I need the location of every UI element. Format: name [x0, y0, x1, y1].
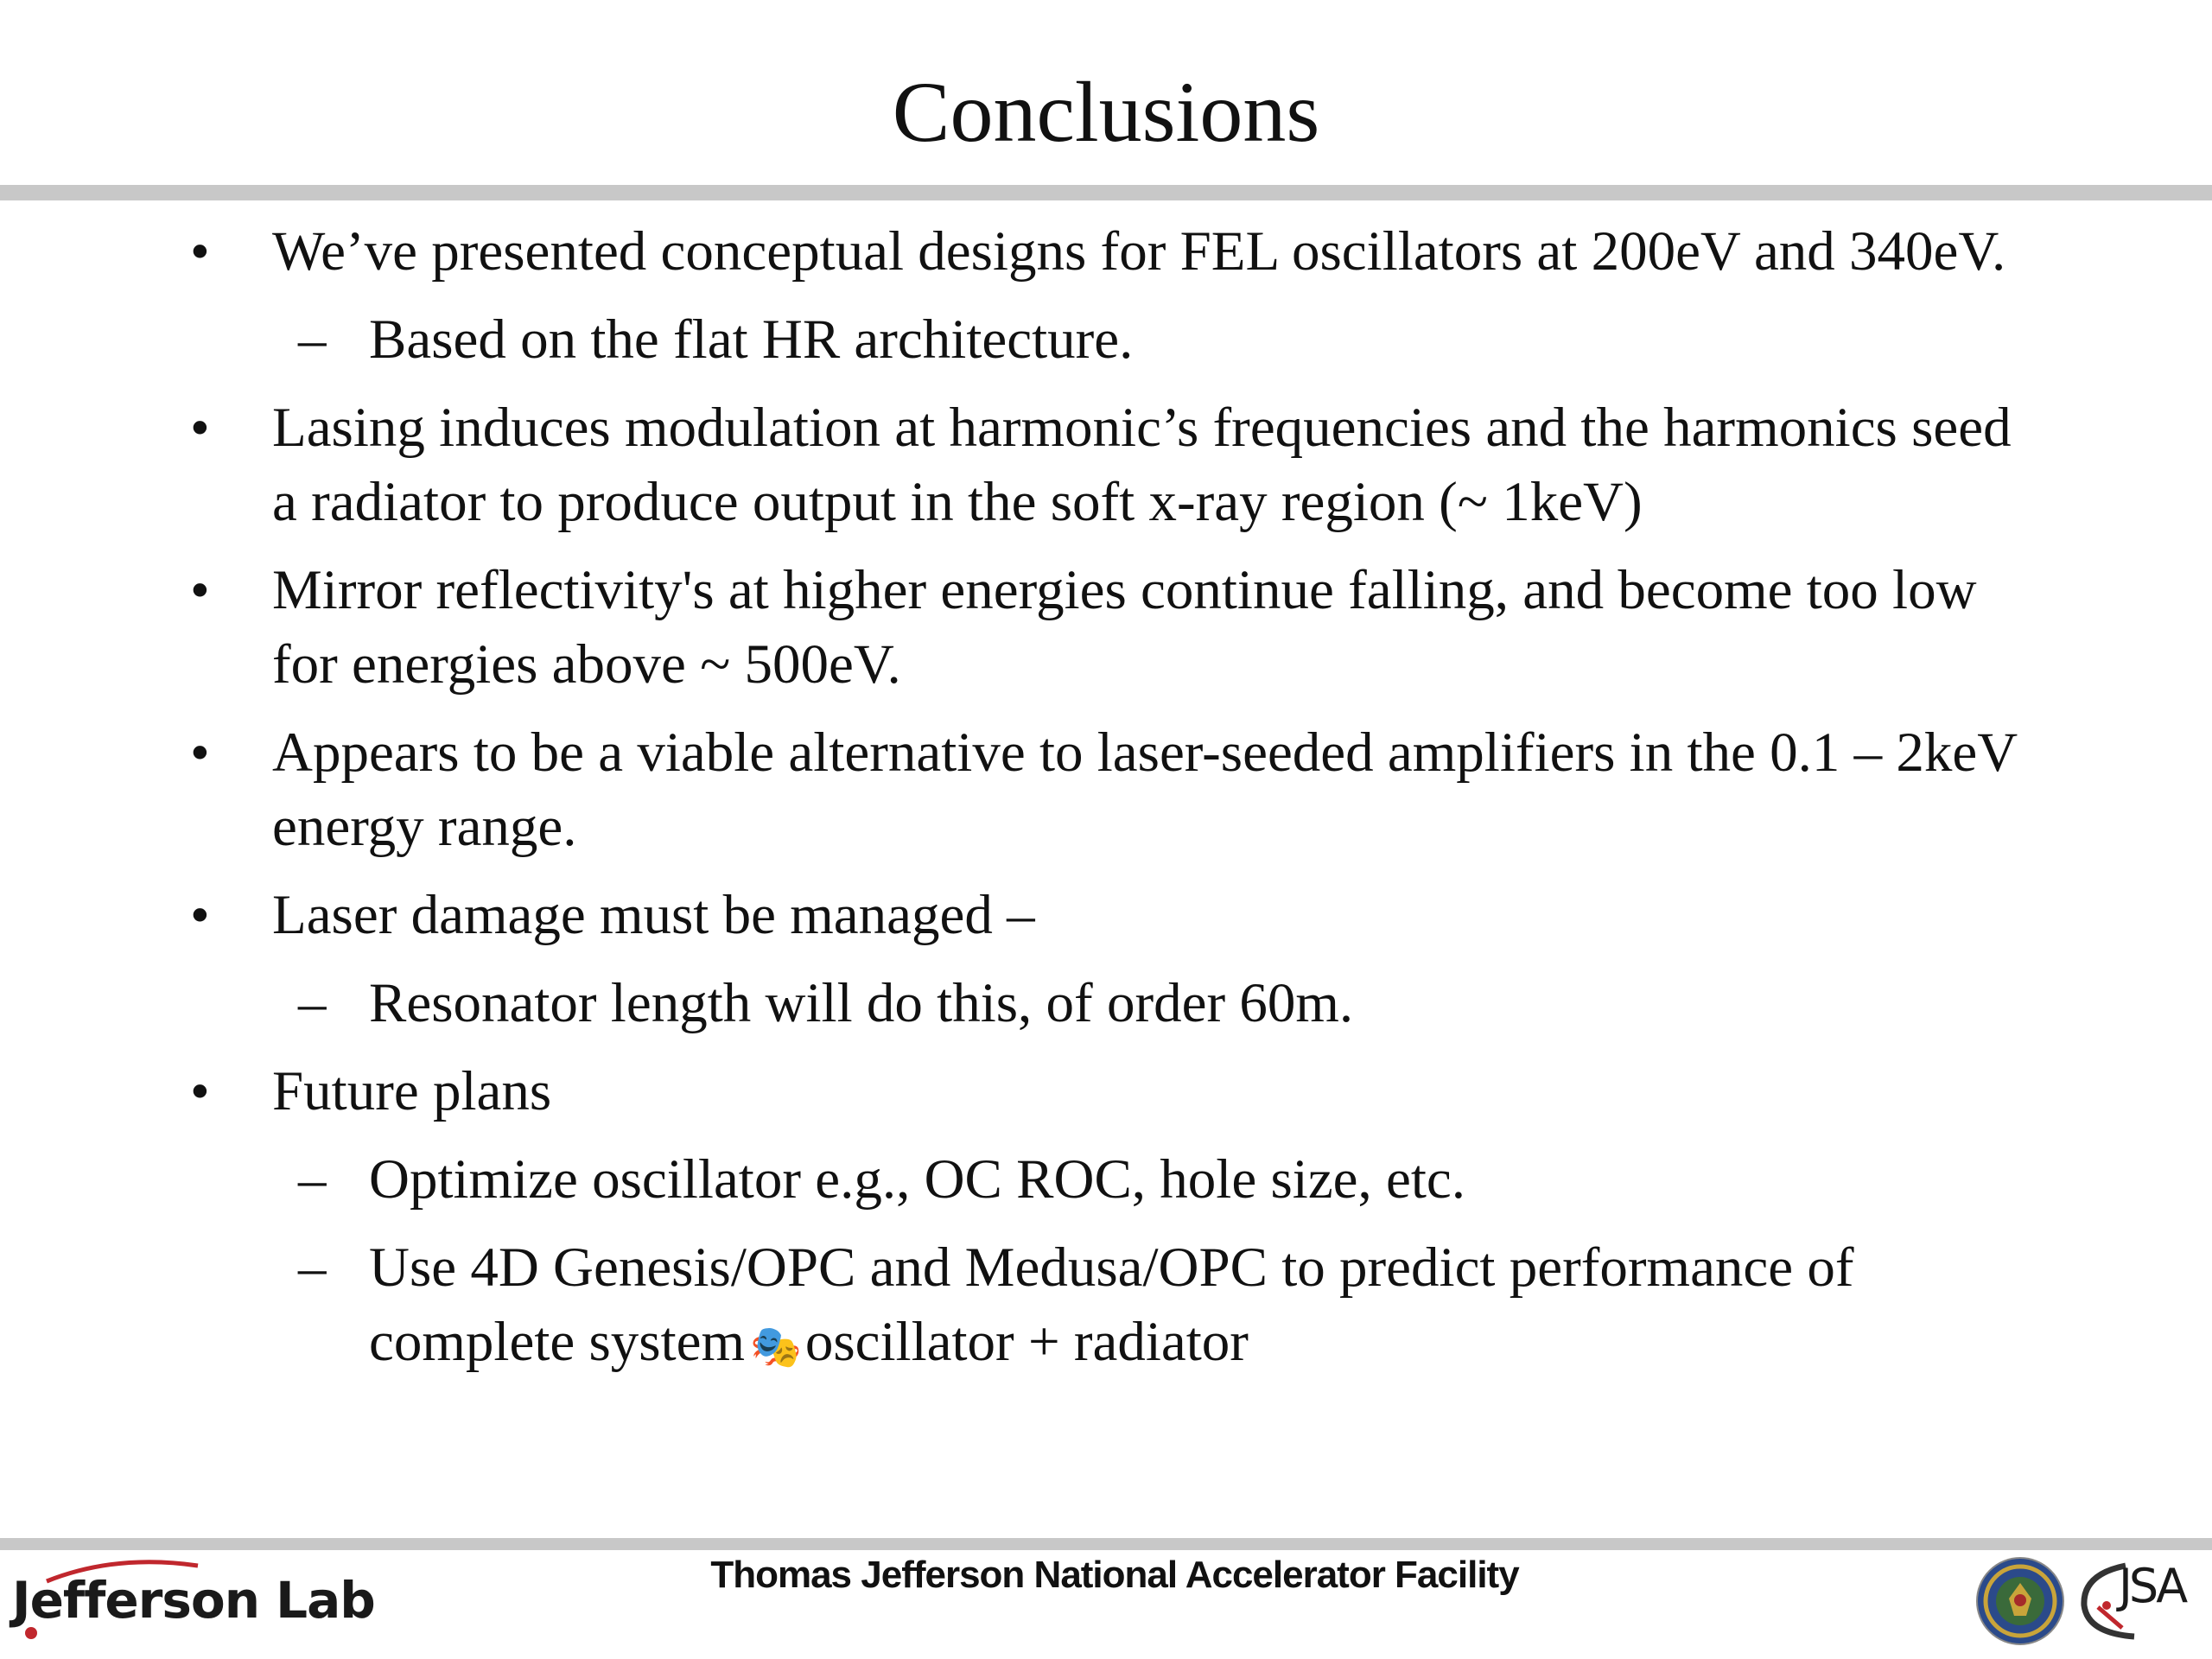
bullet-marker: • [190, 884, 210, 946]
sub-bullet-text-after: oscillator + radiator [804, 1311, 1249, 1373]
footer-center-text: Thomas Jefferson National Accelerator Facility [710, 1554, 1519, 1596]
jsa-logo-text: JSA [2119, 1559, 2185, 1613]
sub-bullet-text: Based on the flat HR architecture. [369, 308, 1134, 371]
dash-marker: – [298, 308, 327, 371]
dash-marker: – [298, 1148, 327, 1211]
bullet-text: Lasing induces modulation at harmonic’s frequencies and the harmonics seed a radiator to produce output in the soft x-ray region (~ 1keV) [272, 397, 2012, 533]
bullet-text: Appears to be a viable alternative to laser-seeded amplifiers in the 0.1 – 2keV energy range. [272, 721, 2017, 858]
bullet-marker: • [190, 220, 210, 283]
sub-bullet-item [0, 966, 2002, 1040]
bullet-marker: • [190, 1060, 210, 1122]
sub-bullet-item [0, 1142, 2002, 1217]
bullet-marker: • [190, 559, 210, 621]
sub-bullet-item [0, 302, 2002, 377]
theater-masks-icon: 🎭 [750, 1323, 797, 1372]
bullet-item [0, 1054, 2026, 1128]
bullet-item [0, 214, 2026, 289]
doe-seal-icon [1974, 1555, 2066, 1647]
bullet-text: Laser damage must be managed – [272, 884, 1035, 946]
dash-marker: – [298, 972, 327, 1034]
bullet-item [0, 878, 2026, 952]
bullet-marker: • [190, 397, 210, 459]
logo-text: Jefferson Lab [12, 1571, 375, 1630]
bullet-item [0, 715, 2026, 864]
bullet-list [0, 214, 2212, 1398]
title-divider [0, 185, 2212, 200]
bullet-text: We’ve presented conceptual designs for FEL oscillators at 200eV and 340eV. [272, 220, 2006, 283]
sub-bullet-text-before: Use 4D Genesis/OPC and Medusa/OPC to predict performance of complete system [369, 1236, 1854, 1373]
sub-bullet-text: Resonator length will do this, of order 60m. [369, 972, 1354, 1034]
bullet-text: Mirror reflectivity's at higher energies continue falling, and become too low for energies above ~ 500eV. [272, 559, 1977, 696]
sub-bullet-text: Optimize oscillator e.g., OC ROC, hole size, etc. [369, 1148, 1466, 1211]
jsa-logo [2074, 1554, 2203, 1649]
sub-bullet-item [0, 1230, 2002, 1384]
dash-marker: – [298, 1236, 327, 1299]
bullet-item [0, 391, 2026, 539]
bullet-item [0, 553, 2026, 702]
slide-title: Conclusions [892, 64, 1320, 160]
bullet-text: Future plans [272, 1060, 552, 1122]
bullet-marker: • [190, 721, 210, 784]
